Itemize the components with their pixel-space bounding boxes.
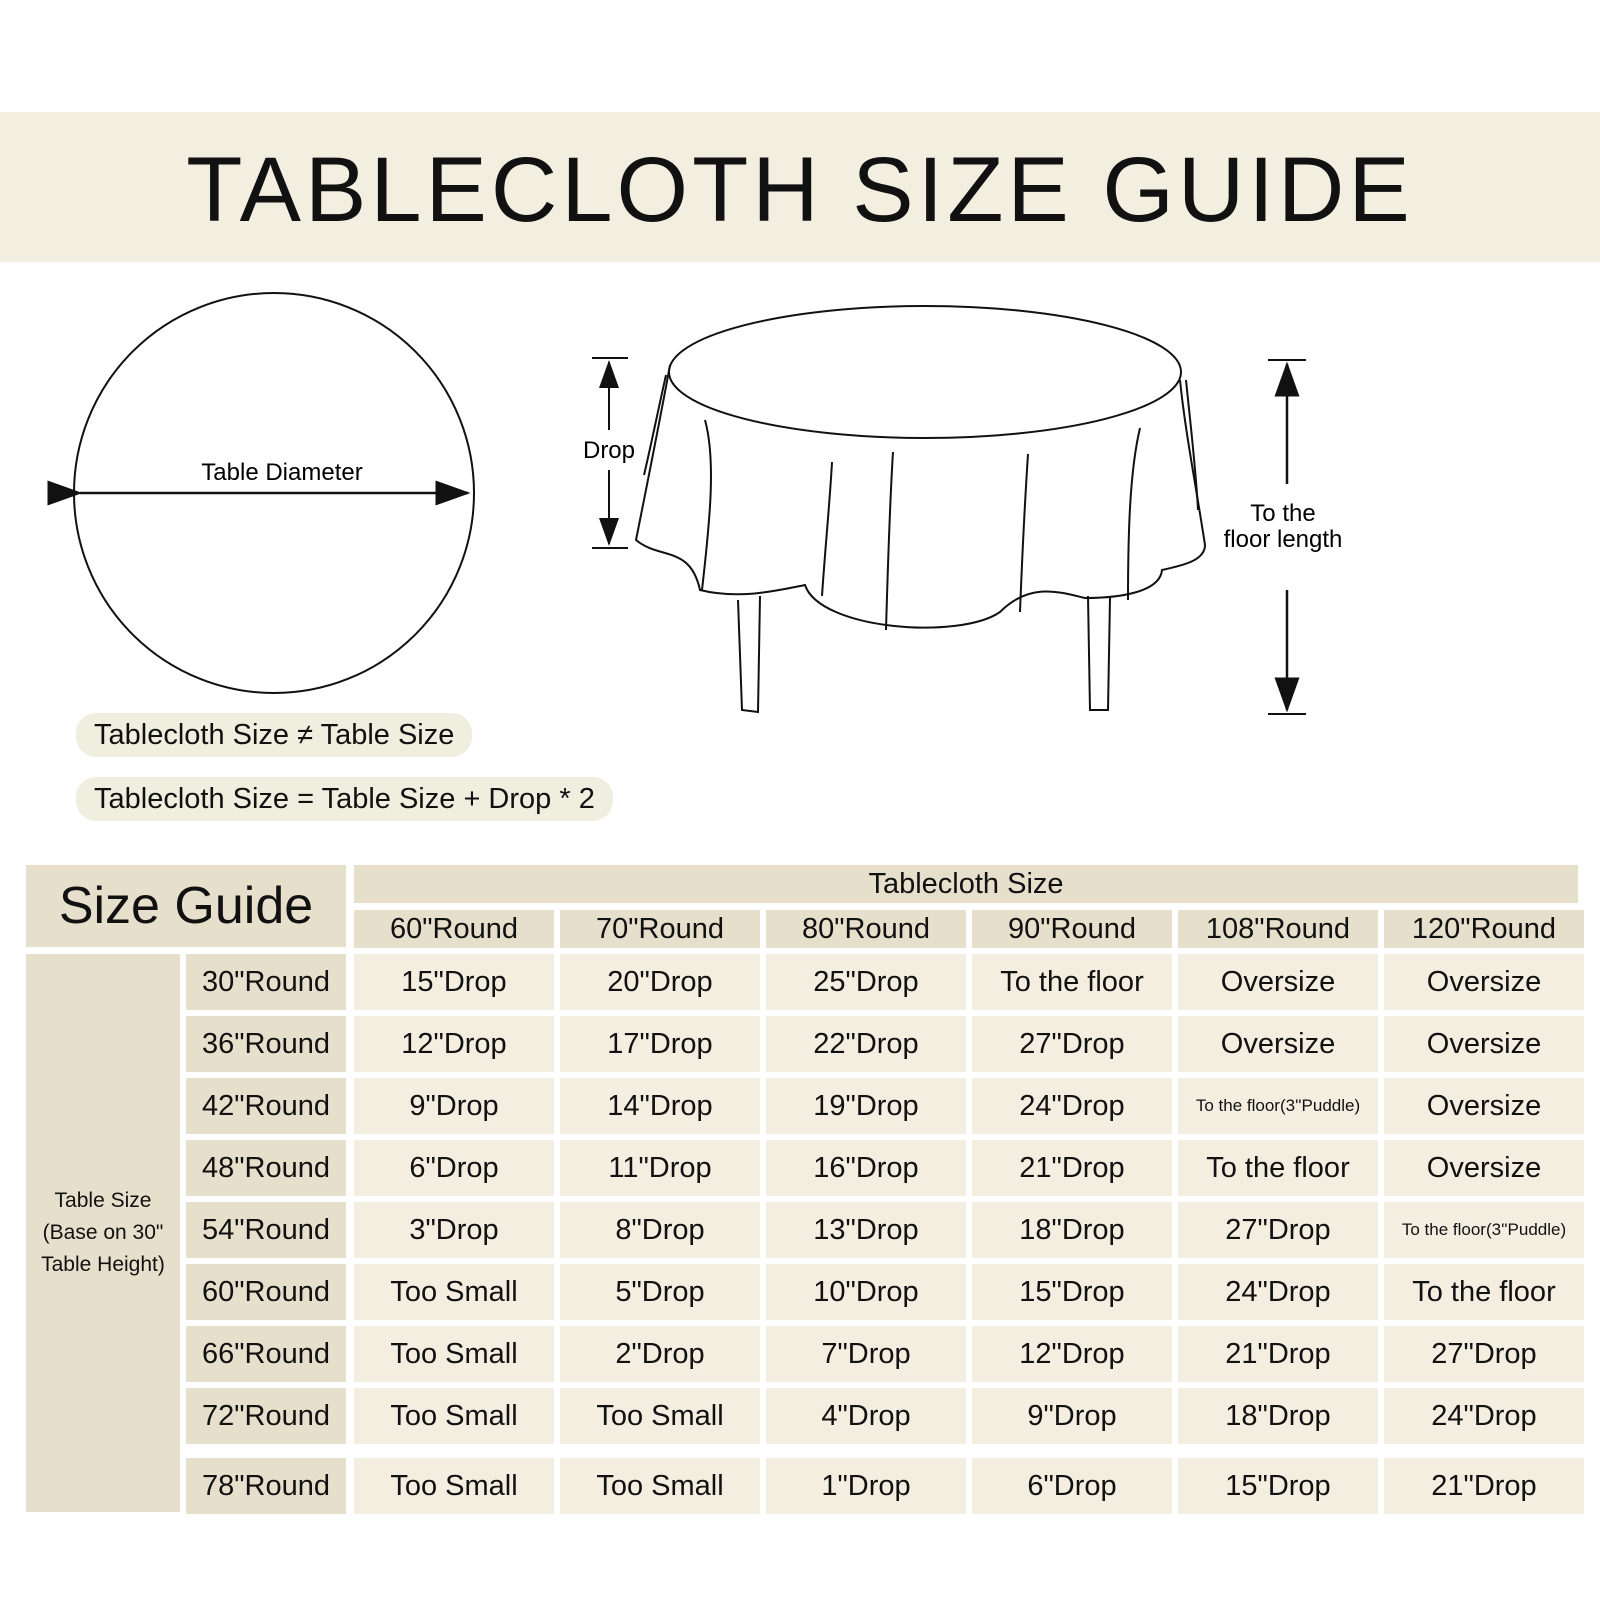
table-cell: 15"Drop (354, 954, 554, 1010)
table-cell: 16"Drop (766, 1140, 966, 1196)
table-cell: Too Small (354, 1326, 554, 1382)
table-cell: Too Small (354, 1264, 554, 1320)
table-cell: 9"Drop (354, 1078, 554, 1134)
note-formula: Tablecloth Size = Table Size + Drop * 2 (76, 777, 613, 821)
table-cell: 24"Drop (972, 1078, 1172, 1134)
table-cell: 27"Drop (1178, 1202, 1378, 1258)
table-cell: 12"Drop (972, 1326, 1172, 1382)
table-cell: 24"Drop (1384, 1388, 1584, 1444)
tablecloth-skirt (636, 365, 1205, 628)
group-header: Tablecloth Size (354, 865, 1578, 903)
floor-label-line1: To the (1250, 500, 1316, 527)
row-label: 66"Round (186, 1326, 346, 1382)
table-cell: 3"Drop (354, 1202, 554, 1258)
table-cell: To the floor (1384, 1264, 1584, 1320)
table-cell: Oversize (1384, 1016, 1584, 1072)
table-cell: 11"Drop (560, 1140, 760, 1196)
table-cell: 7"Drop (766, 1326, 966, 1382)
table-cell: To the floor (1178, 1140, 1378, 1196)
table-cell: To the floor(3''Puddle) (1384, 1202, 1584, 1258)
table-cell: 15"Drop (972, 1264, 1172, 1320)
table-cell: 25"Drop (766, 954, 966, 1010)
table-cell: Too Small (354, 1458, 554, 1514)
row-label: 48"Round (186, 1140, 346, 1196)
table-cell: 2"Drop (560, 1326, 760, 1382)
row-label: 54"Round (186, 1202, 346, 1258)
table-cell: 18"Drop (972, 1202, 1172, 1258)
table-cell: 10"Drop (766, 1264, 966, 1320)
row-label: 42"Round (186, 1078, 346, 1134)
table-cell: 21"Drop (1384, 1458, 1584, 1514)
table-cell: 5"Drop (560, 1264, 760, 1320)
table-cell: 9"Drop (972, 1388, 1172, 1444)
column-header: 108"Round (1178, 910, 1378, 948)
table-cell: 8"Drop (560, 1202, 760, 1258)
tablecloth-top (669, 306, 1181, 438)
table-cell: 1"Drop (766, 1458, 966, 1514)
drop-label: Drop (582, 437, 636, 464)
table-cell: 22"Drop (766, 1016, 966, 1072)
table-cell: Oversize (1178, 1016, 1378, 1072)
table-cell: 24"Drop (1178, 1264, 1378, 1320)
table-cell: 27"Drop (1384, 1326, 1584, 1382)
table-cell: 14"Drop (560, 1078, 760, 1134)
column-header: 90"Round (972, 910, 1172, 948)
table-cell: 6"Drop (354, 1140, 554, 1196)
table-cell: 27"Drop (972, 1016, 1172, 1072)
table-cell: 18"Drop (1178, 1388, 1378, 1444)
row-label: 72"Round (186, 1388, 346, 1444)
table-cell: Too Small (560, 1458, 760, 1514)
column-header: 60"Round (354, 910, 554, 948)
table-cell: 17"Drop (560, 1016, 760, 1072)
table-cell: 21"Drop (1178, 1326, 1378, 1382)
table-leg-right (1088, 596, 1110, 710)
column-header: 80"Round (766, 910, 966, 948)
table-cell: 20"Drop (560, 954, 760, 1010)
table-cell: 6"Drop (972, 1458, 1172, 1514)
row-label: 36"Round (186, 1016, 346, 1072)
column-header: 120"Round (1384, 910, 1584, 948)
table-cell: 15"Drop (1178, 1458, 1378, 1514)
table-cell: 19"Drop (766, 1078, 966, 1134)
diameter-label: Table Diameter (201, 459, 363, 486)
side-label-line2: (Base on 30" (42, 1221, 164, 1244)
table-cell: To the floor (972, 954, 1172, 1010)
row-label: 30"Round (186, 954, 346, 1010)
table-cell: Too Small (560, 1388, 760, 1444)
table-leg-left (738, 596, 760, 712)
floor-label-line2: floor length (1223, 526, 1343, 553)
side-label (26, 954, 180, 1512)
table-cell: 21"Drop (972, 1140, 1172, 1196)
page-title: TABLECLOTH SIZE GUIDE (186, 139, 1414, 241)
column-header: 70"Round (560, 910, 760, 948)
table-cell: To the floor(3''Puddle) (1178, 1078, 1378, 1134)
table-cell: Too Small (354, 1388, 554, 1444)
table-cell: 13"Drop (766, 1202, 966, 1258)
row-label: 78"Round (186, 1458, 346, 1514)
row-label: 60"Round (186, 1264, 346, 1320)
side-label-line3: Table Height) (41, 1253, 165, 1276)
table-cell: Oversize (1384, 954, 1584, 1010)
table-cell: Oversize (1384, 1078, 1584, 1134)
table-cell: 12"Drop (354, 1016, 554, 1072)
table-cell: Oversize (1178, 954, 1378, 1010)
table-cell: 4"Drop (766, 1388, 966, 1444)
table-corner: Size Guide (26, 865, 346, 947)
note-not-equal: Tablecloth Size ≠ Table Size (76, 713, 472, 757)
table-cell: Oversize (1384, 1140, 1584, 1196)
side-label-line1: Table Size (54, 1189, 152, 1212)
